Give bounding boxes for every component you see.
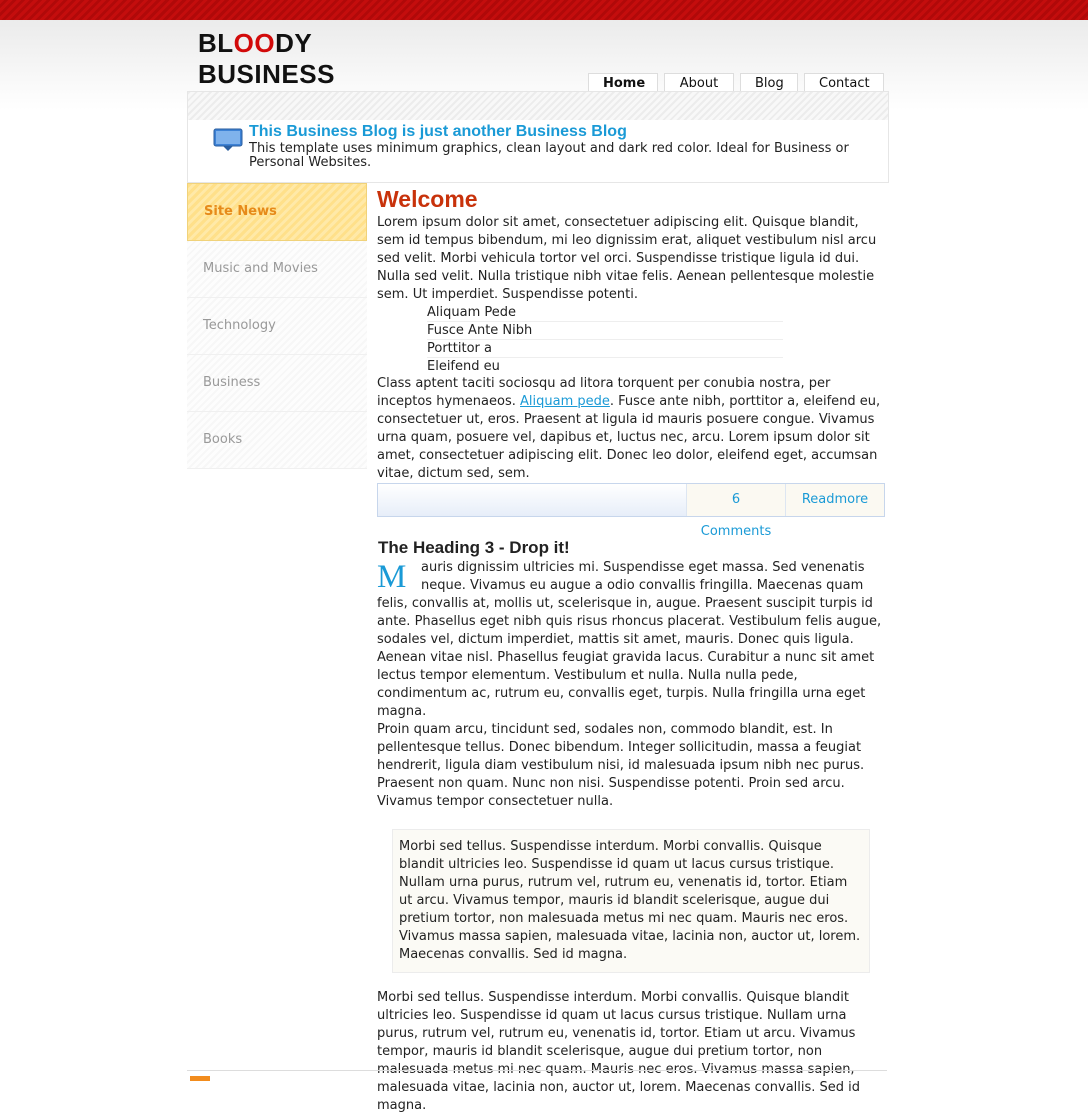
post-paragraph: Proin quam arcu, tincidunt sed, sodales non, commodo blandit, est. In pellentesque tellus. Donec bibendum. Integer sollicitudin, massa a feugiat hendrerit, ligula diam vestibulum nisi, id malesuada ipsum nibh nec purus. Praesent non quam. Nunc non nisi. Suspendisse potenti. Proin sed arcu. Vivamus tempor consectetuer nulla. <box>377 722 865 809</box>
list-item: Eleifend eu <box>427 359 500 374</box>
drop-cap: M <box>377 559 407 595</box>
paragraph-text: Class aptent taciti sociosqu ad litora torquent per conubia nostra, per inceptos hymenaeos. <box>377 376 831 409</box>
sidebar-item-books[interactable]: Books <box>187 412 367 469</box>
paragraph-text: auris dignissim ultricies mi. Suspendisse eget massa. Sed venenatis neque. Vivamus eu augue a odio convallis fringilla. Maecenas quam felis, convallis at, mollis ut, scelerisque in, augue. Praesent suscipit turpis id ante. Phasellus eget nibh quis risus rhoncus placerat. Vestibulum felis augue, sodales vel, dictum imperdiet, mattis sit amet, mauris. Donec quis ligula. Aenean vitae nisl. Phasellus feugiat gravida lacus. Curabitur a nunc sit amet lectus tempor elementum. Vestibulum et nulla. Nulla nulla pede, condimentum ac, rutrum eu, convallis eget, turpis. Nulla fringilla urna eget magna. <box>377 560 882 719</box>
nav-home[interactable]: Home <box>588 73 658 92</box>
list-item: Porttitor a <box>427 340 783 358</box>
post-paragraph <box>377 559 885 721</box>
post-paragraph: Morbi sed tellus. Suspendisse interdum. Morbi convallis. Quisque blandit ultricies leo. Suspendisse id quam ut lacus cursus tristique. Nullam urna purus, rutrum vel, rutrum eu, venenatis id, tortor. Etiam ut arcu. Vivamus tempor, mauris id blandit scelerisque, augue dui pretium tortor, non malesuada metus mi nec quam. Mauris nec eros. Vivamus massa sapien, malesuada vitae, lacinia non, auctor ut, lorem. Maecenas convallis. Sed id magna. <box>377 990 861 1113</box>
sidebar-item-music-and-movies[interactable]: Music and Movies <box>187 241 367 298</box>
post-meta-bar <box>377 483 885 539</box>
list-item: Fusce Ante Nibh <box>427 322 783 340</box>
nav-contact[interactable]: Contact <box>804 73 884 92</box>
post-list <box>427 304 783 375</box>
main-nav <box>588 73 884 92</box>
sidebar-item-technology[interactable]: Technology <box>187 298 367 355</box>
sidebar-item-site-news[interactable]: Site News <box>187 183 367 241</box>
nav-about[interactable]: About <box>664 73 734 92</box>
comments-link[interactable]: 6 Comments <box>686 484 785 516</box>
nav-blog[interactable]: Blog <box>740 73 798 92</box>
banner-stripes <box>188 92 888 120</box>
intro-banner <box>187 91 889 183</box>
sidebar-item-business[interactable]: Business <box>187 355 367 412</box>
logo-line-1 <box>198 28 335 59</box>
logo-line-2: BUSINESS <box>198 59 335 89</box>
blockquote: Morbi sed tellus. Suspendisse interdum. Morbi convallis. Quisque blandit ultricies leo. Suspendisse id quam ut lacus cursus tristique. Nullam urna purus, rutrum vel, rutrum eu, venenatis id, tortor. Etiam ut arcu. Vivamus tempor, mauris id blandit scelerisque, augue dui pretium tortor, non malesuada metus mi nec quam. Mauris nec eros. Vivamus massa sapien, malesuada vitae, lacinia non, auctor ut, lorem. Maecenas convallis. Sed id magna. <box>392 829 870 973</box>
rss-icon[interactable] <box>190 1076 210 1081</box>
monitor-icon <box>213 128 243 152</box>
paragraph-text: . Fusce ante nibh, porttitor a, eleifend eu, consectetuer ut, eros. Praesent at ligula id mauris posuere congue. Vivamus urna quam, posuere vel, dapibus et, luctus nec, arcu. Lorem ipsum dolor sit amet, consectetuer adipiscing elit. Donec leo dolor, eleifend eget, accumsan vitae, dictum sed, sem. <box>377 394 881 481</box>
post-paragraph: Lorem ipsum dolor sit amet, consectetuer adipiscing elit. Quisque blandit, sem id tempus bibendum, mi leo dignissim erat, aliquet vestibulum nisl arcu sed velit. Morbi vehicula tortor vel orci. Suspendisse tristique ligula id dui. Nulla sed velit. Nulla tristique nibh vitae felis. Aenean pellentesque molestie sem. Ut imperdiet. Suspendisse potenti. <box>377 215 877 302</box>
list-item: Aliquam Pede <box>427 304 783 322</box>
footer-divider <box>187 1070 887 1082</box>
post-heading: The Heading 3 - Drop it! <box>378 538 570 557</box>
post-title: Welcome <box>377 186 478 212</box>
site-logo[interactable] <box>198 28 335 90</box>
readmore-link[interactable]: Readmore <box>785 484 884 516</box>
sidebar <box>187 183 367 469</box>
logo-text-c: DY <box>275 28 313 58</box>
banner-description: This template uses minimum graphics, clean layout and dark red color. Ideal for Business or Personal Websites. <box>249 141 849 170</box>
aliquam-pede-link[interactable]: Aliquam pede <box>520 394 610 409</box>
banner-title: This Business Blog is just another Business Blog <box>249 123 627 140</box>
logo-text-b: OO <box>233 28 276 58</box>
logo-text-a: BL <box>198 28 234 58</box>
main-content <box>377 184 885 1115</box>
post-paragraph <box>377 375 885 483</box>
top-red-bar <box>0 0 1088 20</box>
